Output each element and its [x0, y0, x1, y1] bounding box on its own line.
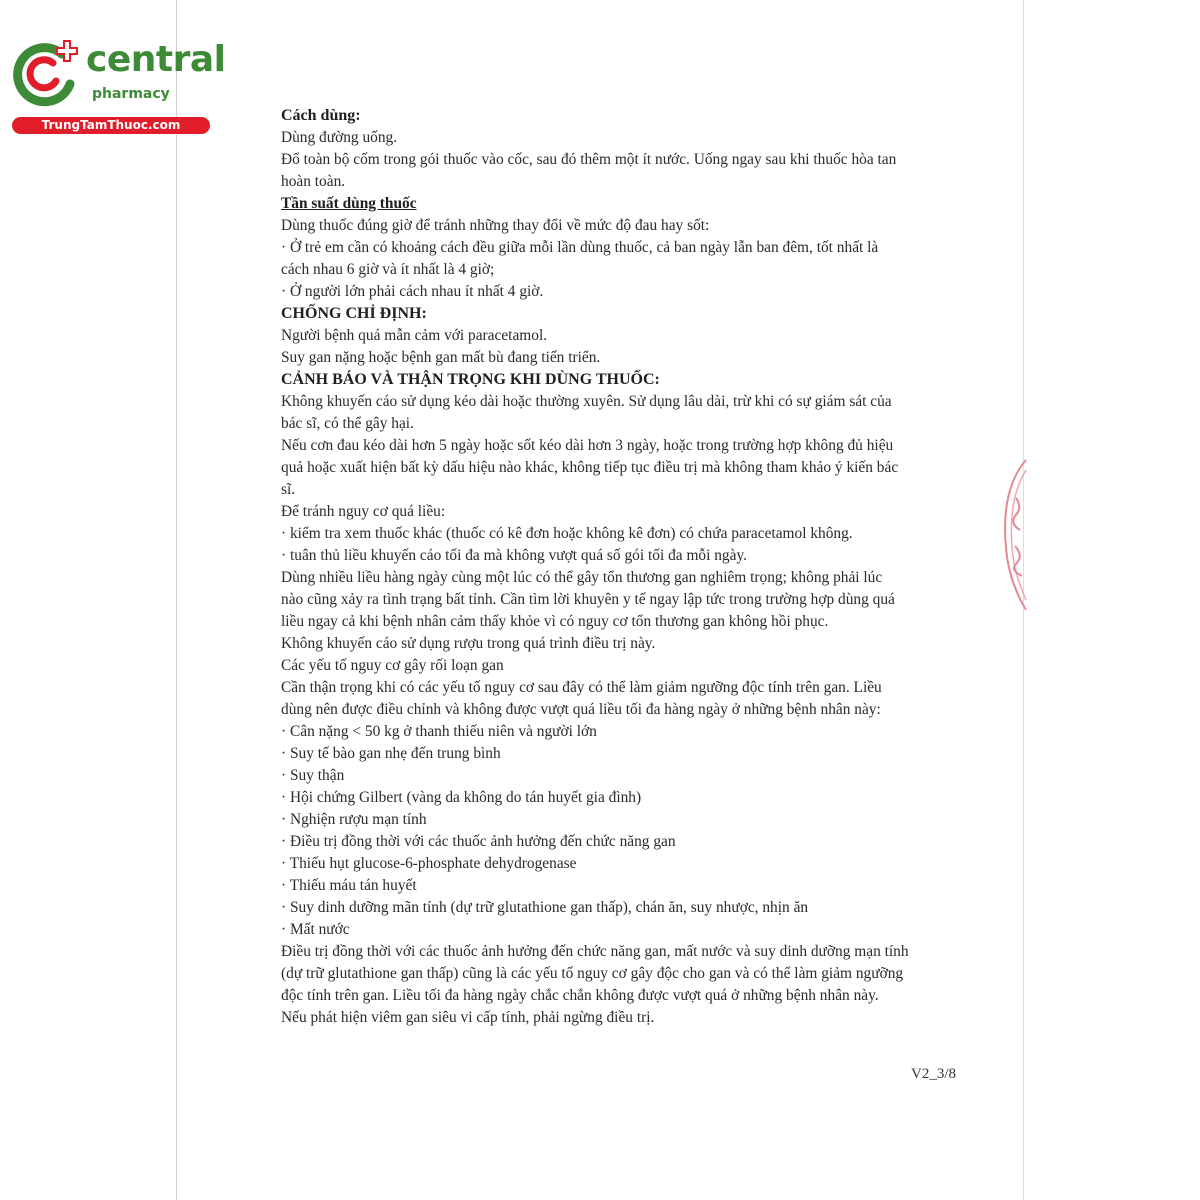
- brand-name: central: [86, 39, 226, 80]
- text-line: Không khuyến cáo sử dụng kéo dài hoặc thường xuyên. Sử dụng lâu dài, trừ khi có sự giám sát của: [281, 393, 892, 410]
- text-line: Nếu phát hiện viêm gan siêu vi cấp tính, phải ngừng điều trị.: [281, 1009, 655, 1026]
- red-stamp-fragment-icon: [998, 458, 1028, 613]
- text-line: Nếu cơn đau kéo dài hơn 5 ngày hoặc sốt kéo dài hơn 3 ngày, hoặc trong trường hợp không đủ hiệu: [281, 437, 894, 454]
- text-line: nào cũng xảy ra tình trạng bất tỉnh. Cần tìm lời khuyên y tế ngay lập tức trong trường hợp dùng quá: [281, 591, 895, 608]
- text-line: Người bệnh quá mẫn cảm với paracetamol.: [281, 327, 548, 344]
- text-line: · Suy tế bào gan nhẹ đến trung bình: [281, 745, 501, 762]
- pharmacy-cross-icon: [10, 38, 80, 108]
- text-line: · Mất nước: [281, 921, 350, 938]
- text-line: hoàn toàn.: [281, 173, 346, 190]
- section-label: Cách dùng:: [281, 107, 361, 124]
- text-line: · Ở người lớn phải cách nhau ít nhất 4 giờ.: [281, 283, 544, 300]
- text-line: · Suy dinh dưỡng mãn tính (dự trữ glutathione gan thấp), chán ăn, suy nhược, nhịn ăn: [281, 899, 809, 916]
- page-number: V2_3/8: [911, 1066, 956, 1082]
- text-line: Không khuyến cáo sử dụng rượu trong quá trình điều trị này.: [281, 635, 656, 652]
- brand-subtitle: pharmacy: [92, 86, 170, 102]
- text-line: cách nhau 6 giờ và ít nhất là 4 giờ;: [281, 261, 495, 278]
- text-line: · Thiếu hụt glucose-6-phosphate dehydrogenase: [281, 855, 577, 872]
- text-line: · Điều trị đồng thời với các thuốc ảnh hưởng đến chức năng gan: [281, 833, 676, 850]
- brand-url-badge[interactable]: TrungTamThuoc.com: [12, 117, 210, 134]
- text-line: · Hội chứng Gilbert (vàng da không do tán huyết gia đình): [281, 789, 642, 806]
- text-line: · Suy thận: [281, 767, 345, 784]
- text-line: độc tính trên gan. Liều tối đa hàng ngày chắc chắn không được vượt quá ở những bệnh nhân này.: [281, 987, 879, 1004]
- central-pharmacy-logo[interactable]: [10, 38, 226, 138]
- text-line: · Thiếu máu tán huyết: [281, 877, 417, 894]
- text-line: · Ở trẻ em cần có khoảng cách đều giữa mỗi lần dùng thuốc, cả ban ngày lẫn ban đêm, tốt nhất là: [281, 239, 879, 256]
- text-line: Cần thận trọng khi có các yếu tố nguy cơ sau đây có thể làm giảm ngưỡng độc tính trên gan. Liều: [281, 679, 882, 696]
- text-line: Điều trị đồng thời với các thuốc ảnh hưởng đến chức năng gan, mất nước và suy dinh dưỡng mạn tính: [281, 943, 909, 960]
- text-line: bác sĩ, có thể gây hại.: [281, 415, 414, 432]
- text-line: liều ngay cả khi bệnh nhân cảm thấy khỏe vì có nguy cơ tổn thương gan không hồi phục.: [281, 613, 829, 630]
- text-line: sĩ.: [281, 481, 296, 498]
- text-line: Đổ toàn bộ cốm trong gói thuốc vào cốc, sau đó thêm một ít nước. Uống ngay sau khi thuốc hòa tan: [281, 151, 897, 168]
- section-heading: CHỐNG CHỈ ĐỊNH:: [281, 305, 427, 322]
- text-line: · Cân nặng < 50 kg ở thanh thiếu niên và người lớn: [281, 723, 597, 740]
- text-line: dùng nên được điều chỉnh và không được vượt quá liều tối đa hàng ngày ở những bệnh nhân này:: [281, 701, 881, 718]
- text-line: Dùng nhiều liều hàng ngày cùng một lúc có thể gây tổn thương gan nghiêm trọng; không phải lúc: [281, 569, 883, 586]
- text-line: Suy gan nặng hoặc bệnh gan mất bù đang tiến triển.: [281, 349, 601, 366]
- subsection-heading: Tần suất dùng thuốc: [281, 195, 417, 212]
- text-line: · kiểm tra xem thuốc khác (thuốc có kê đơn hoặc không kê đơn) có chứa paracetamol không.: [281, 525, 853, 542]
- page-edge-left: [176, 0, 177, 1200]
- section-heading: CẢNH BÁO VÀ THẬN TRỌNG KHI DÙNG THUỐC:: [281, 371, 660, 388]
- text-line: · tuân thủ liều khuyến cáo tối đa mà không vượt quá số gói tối đa mỗi ngày.: [281, 547, 748, 564]
- text-line: Dùng thuốc đúng giờ để tránh những thay đổi về mức độ đau hay sốt:: [281, 217, 710, 234]
- text-line: quả hoặc xuất hiện bất kỳ dấu hiệu nào khác, không tiếp tục điều trị mà không tham khảo ý kiến bác: [281, 459, 899, 476]
- document-body: [281, 105, 951, 1029]
- text-line: · Nghiện rượu mạn tính: [281, 811, 427, 828]
- text-line: (dự trữ glutathione gan thấp) cũng là các yếu tố nguy cơ gây độc cho gan và có thể làm giảm ngưỡng: [281, 965, 904, 982]
- text-line: Dùng đường uống.: [281, 129, 398, 146]
- text-line: Để tránh nguy cơ quá liều:: [281, 503, 446, 520]
- text-line: Các yếu tố nguy cơ gây rối loạn gan: [281, 657, 504, 674]
